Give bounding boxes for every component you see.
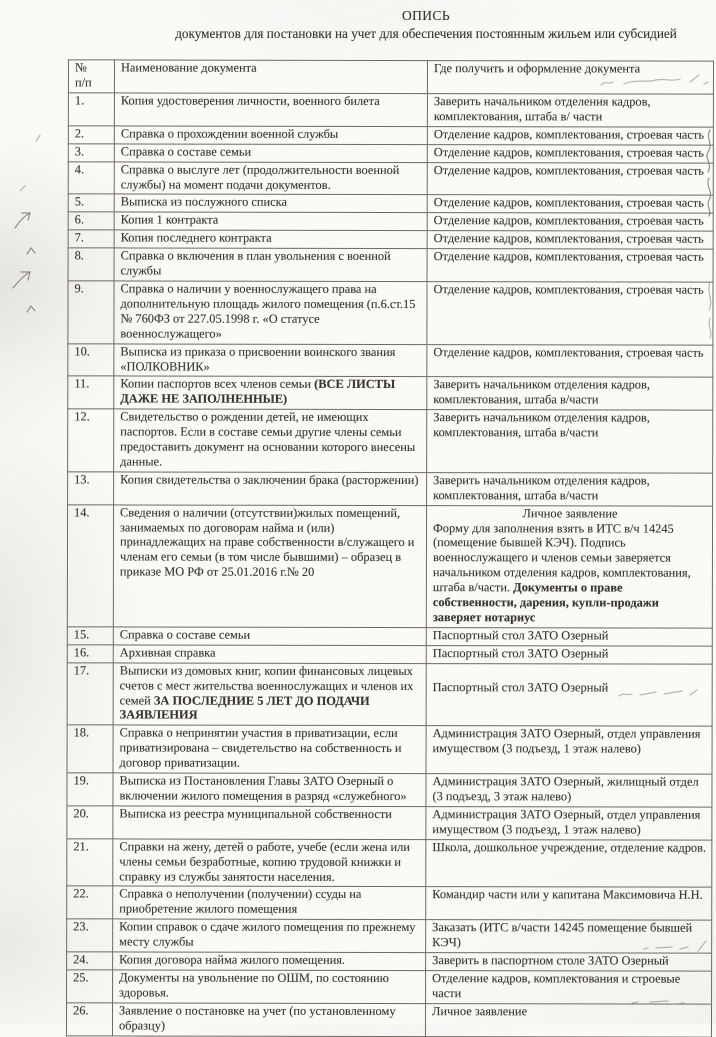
row-number: 26. [66, 1003, 112, 1036]
document-name-text: Документы на увольнение по ОШМ, по состоянию здоровья. [119, 970, 389, 1000]
document-source-text: Администрация ЗАТО Озерный, отдел управления имуществом (3 подъезд, 1 этаж налево) [432, 726, 701, 756]
document-source-text: Администрация ЗАТО Озерный, отдел управления имуществом (3 подъезд, 1 этаж налево) [432, 806, 701, 837]
document-source-text: Форму для заполнения взять в ИТС в/ч 14245 (помещение бывшей КЭЧ). Подпись военнослужащего и членов семьи заверяется начальником отделения кадров, комплектования, штаба в/части. [432, 520, 691, 595]
document-source-cell [427, 249, 713, 282]
document-source-cell [426, 839, 712, 887]
table-row [67, 773, 712, 807]
document-name-cell [114, 126, 427, 145]
row-number: 23. [67, 919, 113, 952]
document-name-cell [114, 281, 427, 344]
table-row [67, 970, 712, 1004]
table-row [68, 281, 713, 345]
document-name-cell [113, 839, 426, 887]
table-row [68, 194, 713, 213]
document-name-text: Выписка из послужного списка [120, 194, 288, 210]
table-row [68, 472, 713, 506]
document-name-cell [113, 952, 426, 971]
row-number: 16. [67, 645, 113, 663]
table-row [68, 230, 713, 249]
document-source-cell [426, 663, 712, 726]
document-name-text: Выписка из Постановления Главы ЗАТО Озерный о включении жилого помещения в разряд «служебного» [119, 773, 407, 804]
document-source-cell [427, 344, 713, 377]
document-name-cell [114, 472, 427, 505]
document-name-cell [114, 409, 427, 472]
row-number: 15. [67, 627, 113, 645]
row-number: 22. [67, 886, 113, 919]
document-source-cell [427, 144, 713, 163]
document-name-text: Справка о составе семьи [119, 627, 251, 642]
document-source-text: Школа, дошкольное учреждение, отделение кадров. [432, 839, 707, 855]
document-source-cell [426, 645, 712, 664]
document-source-text: Отделение кадров, комплектования, строевая часть [433, 162, 704, 178]
document-source-cell [425, 1003, 711, 1036]
document-source-cell [426, 953, 712, 972]
row-number: 20. [67, 806, 113, 839]
table-row [68, 161, 713, 195]
document-source-text: Заверить начальником отделения кадров, комплектования, штаба в/части [433, 472, 650, 503]
table-row [67, 663, 712, 727]
row-number: 21. [67, 839, 113, 887]
document-source-text: Личное заявление [431, 1003, 528, 1019]
document-title: ОПИСЬ [401, 8, 450, 23]
document-subtitle: документов для постановки на учет для обеспечения постоянным жильем или субсидией [175, 26, 677, 41]
document-source-text: Администрация ЗАТО Озерный, жилищный отдел (3 подъезд, 3 этаж налево) [432, 774, 699, 804]
document-name-text: Копия последнего контракта [120, 230, 272, 246]
document-name-cell [114, 212, 427, 231]
document-source-cell [427, 231, 713, 250]
table-row [68, 93, 713, 127]
col-header-num: № п/п [68, 60, 114, 93]
col-header-where: Где получить и оформление документа [427, 61, 713, 95]
document-source-emphasis: Документы о праве собственности, дарения, купли-продажи заверяет нотариус [432, 580, 659, 625]
document-source-text: Отделение кадров, комплектования, строевая часть [433, 344, 704, 360]
document-source-cell [426, 505, 712, 628]
document-name-text: Копии паспортов всех членов семьи [120, 376, 315, 392]
document-name-text: Копия договора найма жилого помещения. [119, 952, 346, 967]
table-row [68, 212, 713, 231]
table-row [67, 919, 712, 953]
row-number: 24. [67, 952, 113, 970]
table-row [67, 725, 712, 774]
row-number: 1. [68, 93, 114, 126]
row-number: 4. [68, 161, 114, 194]
document-source-text: Личное заявление [522, 505, 618, 521]
document-source-cell [427, 377, 713, 410]
pen-arrow-left-2 [11, 268, 33, 290]
table-row [68, 144, 713, 163]
document-name-cell [113, 645, 426, 664]
document-source-cell [427, 94, 713, 127]
row-number: 10. [68, 343, 114, 376]
row-number: 7. [68, 230, 114, 248]
document-name-text: Копия 1 контракта [120, 212, 219, 227]
table-row [67, 886, 712, 920]
document-name-cell [114, 93, 427, 126]
document-source-text: Заверить в паспортном столе ЗАТО Озерный [432, 953, 669, 968]
document-source-text: Отделение кадров, комплектования, строевая часть [433, 213, 704, 228]
document-source-text: Командир части или у капитана Максимовича Н.Н. [432, 887, 703, 903]
document-source-text: Отделение кадров, комплектования, строевая часть [433, 126, 705, 142]
document-name-text: Копия удостоверения личности, военного билета [120, 93, 380, 108]
document-source-text: Заказать (ИТС в/части 14245 помещение бывшей КЭЧ) [432, 920, 693, 950]
document-name-text: Выписка из реестра муниципальной собственности [119, 806, 392, 821]
table-row [68, 248, 713, 282]
document-source-cell [427, 162, 713, 195]
document-name-cell [113, 806, 426, 839]
pen-caret-left-1 [25, 246, 37, 256]
col-header-name: Наименование документа [114, 60, 427, 94]
document-name-cell [114, 230, 427, 249]
document-name-text: Справка о прохождении военной службы [120, 126, 339, 141]
document-source-cell [427, 472, 713, 505]
row-number: 8. [68, 248, 114, 281]
document-source-cell [427, 195, 713, 214]
document-source-cell [427, 282, 713, 345]
table-row [67, 839, 712, 888]
document-header [96, 7, 716, 42]
document-source-text: Отделение кадров, комплектования, строевая часть [433, 231, 704, 246]
document-name-cell [114, 376, 427, 409]
document-source-text: Отделение кадров, комплектования, строевая часть [433, 282, 704, 297]
pen-arrow-left-1 [13, 210, 33, 230]
document-name-emphasis: (ВСЕ ЛИСТЫ ДАЖЕ НЕ ЗАПОЛНЕННЫЕ) [120, 377, 396, 407]
document-name-text: Сведения о наличии (отсутствии)жилых помещений, занимаемых по договорам найма и (или) принадлежащих на праве собственности в/служащего и членам его семьи (в том числе бывшими) – образец в приказе МО РФ от 25.01.2016 г.№ 20 [119, 505, 415, 580]
row-number: 3. [68, 144, 114, 162]
documents-table [66, 59, 714, 1037]
pen-caret-left-2 [25, 304, 37, 314]
document-source-cell [426, 726, 712, 774]
document-name-cell [113, 970, 426, 1003]
document-name-emphasis: ЗА ПОСЛЕДНИЕ 5 ЛЕТ ДО ПОДАЧИ ЗАЯВЛЕНИЯ [119, 693, 370, 723]
document-source-text: Отделение кадров, комплектования, строевая часть [433, 144, 704, 160]
document-name-text: Справки на жену, детей о работе, учебе (если жена или члены семьи безработные, копию трудовой книжки и справку из службы занятости населения. [119, 839, 410, 884]
row-number: 12. [68, 409, 114, 472]
document-source-cell [427, 410, 713, 473]
table-row [68, 409, 713, 473]
row-number: 19. [67, 773, 113, 806]
document-name-cell [114, 162, 427, 195]
document-name-cell [113, 919, 426, 952]
document-source-cell [426, 887, 712, 920]
document-source-text: Паспортный стол ЗАТО Озерный [432, 680, 609, 695]
document-source-text: Отделение кадров, комплектования, строевая часть [433, 195, 704, 211]
table-row [68, 343, 713, 377]
row-number: 13. [68, 472, 114, 505]
document-name-cell [113, 505, 426, 628]
document-name-cell [113, 773, 426, 806]
document-name-cell [113, 725, 426, 773]
table-row [68, 126, 713, 145]
document-name-text: Справка о выслуге лет (продолжительности военной службы) на момент подачи документов. [120, 162, 400, 192]
pen-tick-left-2 [18, 184, 27, 193]
row-number: 2. [68, 126, 114, 144]
document-name-text: Архивная справка [119, 645, 216, 660]
document-name-cell [114, 248, 427, 281]
table-row [67, 952, 712, 971]
document-name-cell [113, 663, 426, 726]
document-name-cell [113, 627, 426, 646]
row-number: 9. [68, 281, 114, 344]
table-row [67, 645, 712, 664]
document-name-cell [114, 144, 427, 163]
document-name-text: Справка о непринятии участия в приватизации, если приватизирована – свидетельство на собственность и договор приватизации. [119, 725, 402, 770]
document-source-cell [427, 126, 713, 145]
document-name-text: Справка о составе семьи [120, 144, 252, 159]
document-name-cell [114, 344, 427, 377]
document-name-cell [113, 886, 426, 919]
row-number: 14. [67, 504, 113, 626]
row-number: 5. [68, 194, 114, 212]
row-number: 11. [68, 376, 114, 409]
document-name-text: Выписки из домовых книг, копии финансовых лицевых счетов с мест жительства военнослужащих и членов их семей [119, 663, 414, 708]
document-source-text: Паспортный стол ЗАТО Озерный [432, 627, 609, 643]
row-number: 17. [67, 663, 113, 726]
document-source-text: Заверить начальником отделения кадров, комплектования, штаба в/ части [433, 94, 651, 124]
document-name-text: Справка о наличии у военнослужащего права на дополнительную площадь жилого помещения (п.6.ст.15 № 760ФЗ от 227.05.1998 г. «О статусе военнослужащего» [120, 281, 416, 341]
document-name-cell [114, 194, 427, 213]
document-name-text: Копии справок о сдаче жилого помещения по прежнему месту службы [119, 919, 416, 949]
document-source-text: Отделение кадров, комплектования и строевые части [432, 971, 681, 1000]
document-source-cell [426, 971, 712, 1004]
document-source-cell [426, 920, 712, 953]
document-name-text: Справка о включения в план увольнения с военной службы [120, 248, 391, 278]
table-header-row [68, 60, 713, 94]
document-name-text: Свидетельство о рождении детей, не имеющих паспортов. Если в составе семьи другие члены семьи предоставить документ на основании которого внесены данные. [120, 409, 416, 469]
document-source-cell [426, 806, 712, 839]
document-source-text: Заверить начальником отделения кадров, комплектования, штаба в/части [433, 410, 650, 440]
document-name-text: Копия свидетельства о заключении брака (расторжении) [120, 472, 419, 487]
pen-tick-left-1 [34, 133, 42, 143]
document-source-cell [426, 774, 712, 807]
document-source-cell [426, 627, 712, 646]
document-source-cell [427, 213, 713, 232]
document-source-text: Паспортный стол ЗАТО Озерный [432, 645, 609, 661]
table-row [67, 627, 712, 646]
row-number: 18. [67, 725, 113, 773]
table-row [66, 1003, 711, 1037]
table-row [68, 376, 713, 410]
document-name-text: Заявление о постановке на учет (по установленному образцу) [118, 1003, 396, 1033]
document-name-text: Справка о неполучении (получении) ссуды на приобретение жилого помещения [119, 886, 362, 917]
document-source-text: Заверить начальником отделения кадров, комплектования, штаба в/части [433, 377, 650, 407]
row-number: 6. [68, 212, 114, 230]
document-name-cell [112, 1003, 425, 1036]
document-source-text: Отделение кадров, комплектования, строевая часть [433, 249, 704, 264]
table-row [67, 504, 712, 628]
row-number: 25. [67, 970, 113, 1003]
document-name-text: Выписка из приказа о присвоении воинского звания «ПОЛКОВНИК» [120, 344, 396, 374]
table-row [67, 806, 712, 840]
